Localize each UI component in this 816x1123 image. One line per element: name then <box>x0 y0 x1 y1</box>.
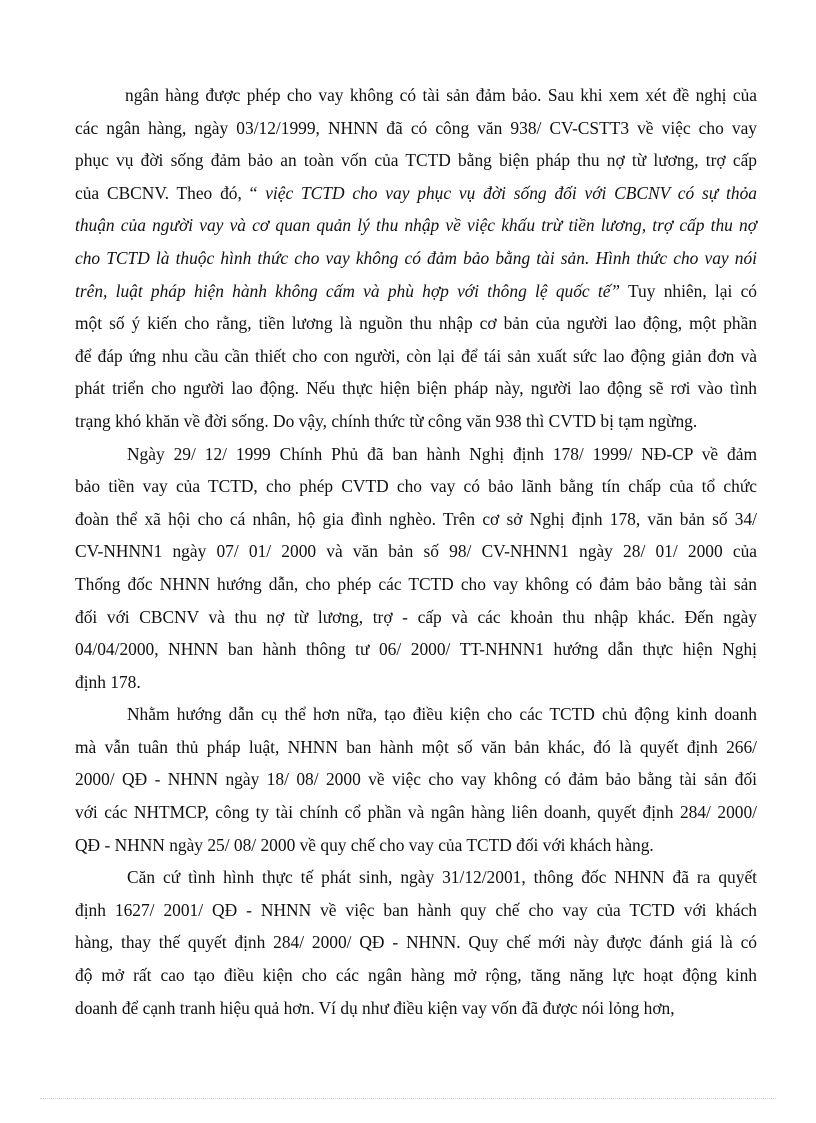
text-line: Thống đốc NHNN hướng dẫn, cho phép các TCTD cho vay không có đảm bảo bằng tài sản <box>75 573 757 594</box>
text-line: Nhằm hướng dẫn cụ thể hơn nữa, tạo điều kiện cho các TCTD chủ động kinh doanh <box>127 704 757 725</box>
text-line: đoàn thể xã hội cho cá nhân, hộ gia đình nghèo. Trên cơ sở Nghị định 178, văn bản số 34/ <box>75 508 757 529</box>
text-line: định 1627/ 2001/ QĐ - NHNN về việc ban hành quy chế cho vay của TCTD với khách <box>75 899 757 920</box>
text-line: của CBCNV. Theo đó, “ việc TCTD cho vay phục vụ đời sống đối với CBCNV có sự thỏa <box>75 182 757 203</box>
paragraph <box>75 698 757 861</box>
document-page <box>75 79 757 1024</box>
quotation-text: cho TCTD là thuộc hình thức cho vay không có đảm bảo bằng tài sản. Hình thức cho vay nói <box>75 247 757 268</box>
text-line: bảo tiền vay của TCTD, cho phép CVTD cho vay có bảo lãnh bằng tín chấp của tổ chức <box>75 476 757 497</box>
text-line: QĐ - NHNN ngày 25/ 08/ 2000 về quy chế cho vay của TCTD đối với khách hàng. <box>75 834 654 855</box>
page-bottom-divider <box>40 1098 776 1099</box>
paragraph <box>75 79 757 438</box>
text-line: trên, luật pháp hiện hành không cấm và phù hợp với thông lệ quốc tế” Tuy nhiên, lại có <box>75 280 757 301</box>
text-line: để đáp ứng nhu cầu cần thiết cho con người, còn lại để tái sản xuất sức lao động giản đơn và <box>75 345 757 366</box>
text-line: Căn cứ tình hình thực tế phát sinh, ngày 31/12/2001, thông đốc NHNN đã ra quyết <box>127 867 757 888</box>
text-line: định 178. <box>75 671 141 692</box>
text-line: độ mở rất cao tạo điều kiện cho các ngân hàng mở rộng, tăng năng lực hoạt động kinh <box>75 965 757 986</box>
quotation-text: việc TCTD cho vay phục vụ đời sống đối với CBCNV có sự thỏa <box>265 182 757 203</box>
quotation-text: thuận của người vay và cơ quan quản lý thu nhập về việc khấu trừ tiền lương, trợ cấp thu nợ <box>75 215 757 236</box>
text-line: một số ý kiến cho rằng, tiền lương là nguồn thu nhập cơ bản của người lao động, một phần <box>75 313 757 334</box>
text-line: ngân hàng được phép cho vay không có tài sản đảm bảo. Sau khi xem xét đề nghị của <box>125 85 757 105</box>
text-line: với các NHTMCP, công ty tài chính cổ phần và ngân hàng liên doanh, quyết định 284/ 2000/ <box>75 802 757 823</box>
text-line: phát triển cho người lao động. Nếu thực hiện biện pháp này, người lao động sẽ rơi vào tình <box>75 378 757 399</box>
text-line: đối với CBCNV và thu nợ từ lương, trợ - cấp và các khoản thu nhập khác. Đến ngày <box>75 606 757 627</box>
text-line: Ngày 29/ 12/ 1999 Chính Phủ đã ban hành Nghị định 178/ 1999/ NĐ-CP về đảm <box>127 443 757 464</box>
text-line: trạng khó khăn về đời sống. Do vậy, chính thức từ công văn 938 thì CVTD bị tạm ngừng. <box>75 410 698 431</box>
text-line: CV-NHNN1 ngày 07/ 01/ 2000 và văn bản số 98/ CV-NHNN1 ngày 28/ 01/ 2000 của <box>75 541 757 562</box>
paragraph <box>75 438 757 699</box>
paragraph <box>75 861 757 1024</box>
text-line: mà vẫn tuân thủ pháp luật, NHNN ban hành một số văn bản khác, đó là quyết định 266/ <box>75 736 757 757</box>
text-line: 2000/ QĐ - NHNN ngày 18/ 08/ 2000 về việc cho vay không có đảm bảo bằng tài sản đối <box>75 769 757 790</box>
text-line: hàng, thay thế quyết định 284/ 2000/ QĐ - NHNN. Quy chế mới này được đánh giá là có <box>75 932 757 953</box>
text-line: các ngân hàng, ngày 03/12/1999, NHNN đã có công văn 938/ CV-CSTT3 về việc cho vay <box>75 117 757 138</box>
text-line: 04/04/2000, NHNN ban hành thông tư 06/ 2000/ TT-NHNN1 hướng dẫn thực hiện Nghị <box>75 639 757 660</box>
quotation-text: trên, luật pháp hiện hành không cấm và phù hợp với thông lệ quốc tế” <box>75 280 621 301</box>
text-line: doanh để cạnh tranh hiệu quả hơn. Ví dụ như điều kiện vay vốn đã được nói lỏng hơn, <box>75 997 675 1018</box>
text-line: phục vụ đời sống đảm bảo an toàn vốn của TCTD bằng biện pháp thu nợ từ lương, trợ cấp <box>75 150 757 171</box>
